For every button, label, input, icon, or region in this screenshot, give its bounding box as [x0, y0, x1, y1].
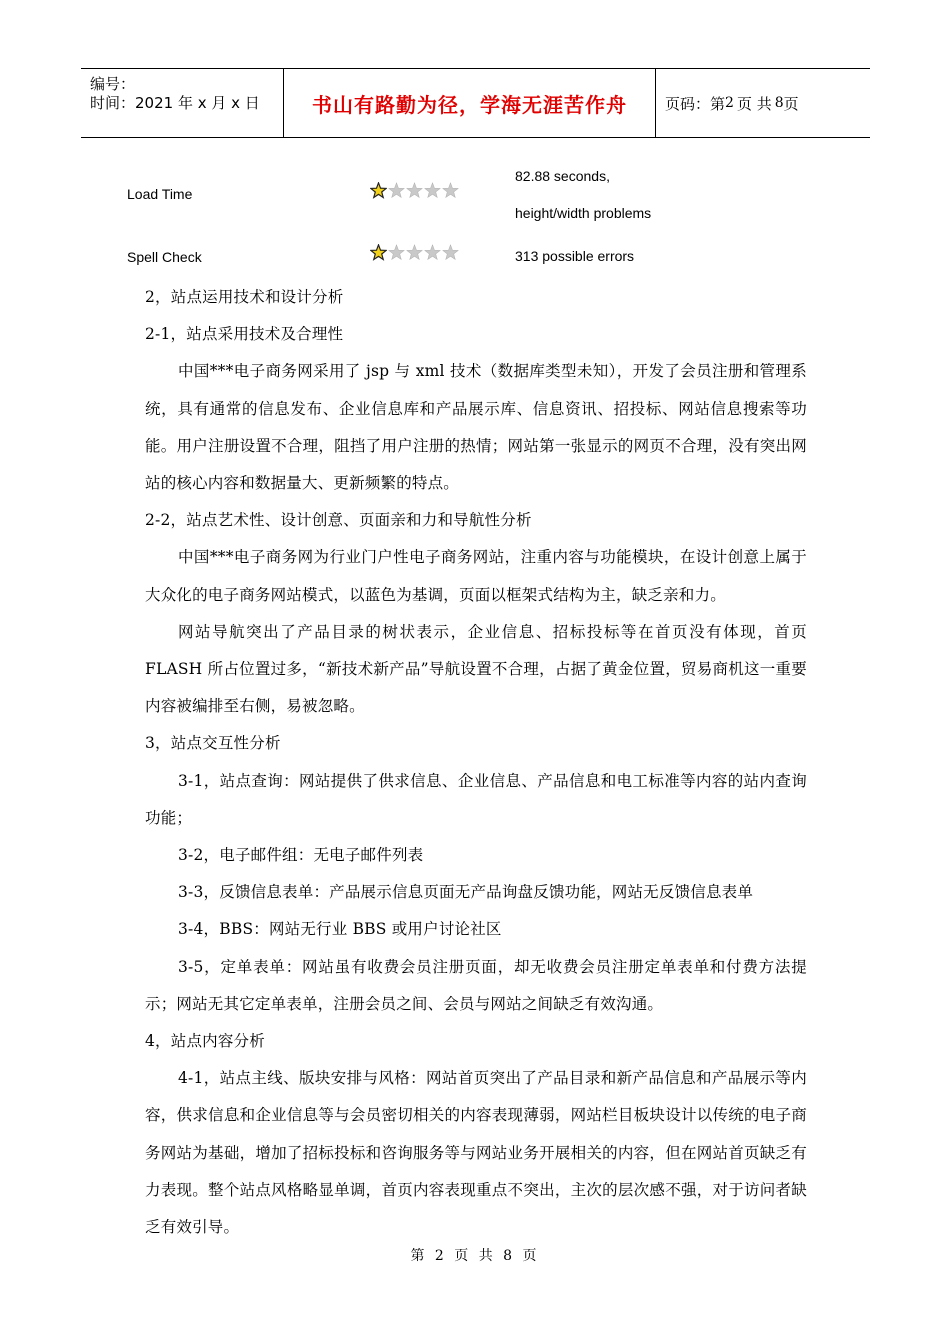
subsection-heading: 2-1，站点采用技术及合理性 [145, 325, 344, 344]
star-empty-icon [388, 182, 405, 199]
rating-detail [515, 238, 634, 275]
rating-detail [515, 158, 651, 232]
page-prefix: 页码：第 [665, 94, 726, 113]
section-heading: 3，站点交互性分析 [145, 734, 281, 753]
header-page-number [656, 69, 870, 137]
header-info [81, 69, 283, 137]
star-empty-icon [442, 182, 459, 199]
rating-label: Spell Check [127, 249, 202, 265]
star-filled-icon [370, 182, 387, 199]
star-empty-icon [424, 182, 441, 199]
star-empty-icon [406, 182, 423, 199]
document-body [145, 279, 807, 1246]
paragraph: 网站导航突出了产品目录的树状表示，企业信息、招标投标等在首页没有体现，首页 FLASH 所占位置过多，“新技术新产品”导航设置不合理，占据了黄金位置，贸易商机这一重要内容被编排至右侧，易被忽略。 [145, 622, 807, 716]
section-heading: 2，站点运用技术和设计分析 [145, 288, 344, 306]
document-number-label: 编号： [90, 75, 136, 93]
star-empty-icon [424, 244, 441, 261]
paragraph: 3-1，站点查询：网站提供了供求信息、企业信息、产品信息和电工标准等内容的站内查询功能； [145, 771, 807, 827]
star-empty-icon [442, 244, 459, 261]
paragraph: 3-5，定单表单：网站虽有收费会员注册页面，却无收费会员注册定单表单和付费方法提示；网站无其它定单表单，注册会员之间、会员与网站之间缺乏有效沟通。 [145, 957, 807, 1013]
paragraph: 中国***电子商务网为行业门户性电子商务网站，注重内容与功能模块，在设计创意上属于大众化的电子商务网站模式，以蓝色为基调，页面以框架式结构为主，缺乏亲和力。 [145, 548, 807, 604]
page-current: 2 [725, 95, 734, 111]
rating-stars [370, 182, 459, 199]
rating-detail-line: 82.88 seconds, [515, 168, 610, 184]
paragraph: 4-1，站点主线、版块安排与风格：网站首页突出了产品目录和新产品信息和产品展示等内容，供求信息和企业信息等与会员密切相关的内容表现薄弱，网站栏目板块设计以传统的电子商务网站为基础，增加了招标投标和咨询服务等与网站业务开展相关的内容，但在网站首页缺乏有力表现。整个站点风格略显单调，首页内容表现重点不突出，主次的层次感不强，对于访问者缺乏有效引导。 [145, 1069, 807, 1237]
paragraph: 中国***电子商务网采用了 jsp 与 xml 技术（数据库类型未知），开发了会员注册和管理系统，具有通常的信息发布、企业信息库和产品展示库、信息资讯、招投标、网站信息搜索等功能。用户注册设置不合理，阻挡了用户注册的热情；网站第一张显示的网页不合理，没有突出网站的核心内容和数据量大、更新频繁的特点。 [145, 362, 807, 493]
star-empty-icon [406, 244, 423, 261]
rating-detail-line: 313 possible errors [515, 248, 635, 264]
rating-label: Load Time [127, 186, 193, 202]
page-footer: 第 2 页 共 8 页 [410, 1248, 540, 1264]
rating-detail-line: height/width problems [515, 205, 652, 221]
page-suffix: 页 [783, 94, 799, 113]
paragraph: 3-4，BBS：网站无行业 BBS 或用户讨论社区 [178, 920, 502, 939]
page-mid: 页 共 [736, 94, 772, 113]
subsection-heading: 2-2，站点艺术性、设计创意、页面亲和力和导航性分析 [145, 511, 532, 530]
document-date: 时间：2021 年 x 月 x 日 [90, 94, 260, 112]
section-heading: 4，站点内容分析 [145, 1032, 265, 1051]
star-empty-icon [388, 244, 405, 261]
rating-stars [370, 244, 459, 261]
paragraph: 3-3，反馈信息表单：产品展示信息页面无产品询盘反馈功能，网站无反馈信息表单 [178, 883, 754, 902]
page-total: 8 [774, 95, 784, 111]
header-motto: 书山有路勤为径，学海无涯苦作舟 [283, 69, 656, 137]
page-header [81, 68, 870, 138]
paragraph: 3-2，电子邮件组：无电子邮件列表 [178, 846, 424, 865]
star-filled-icon [370, 244, 387, 261]
